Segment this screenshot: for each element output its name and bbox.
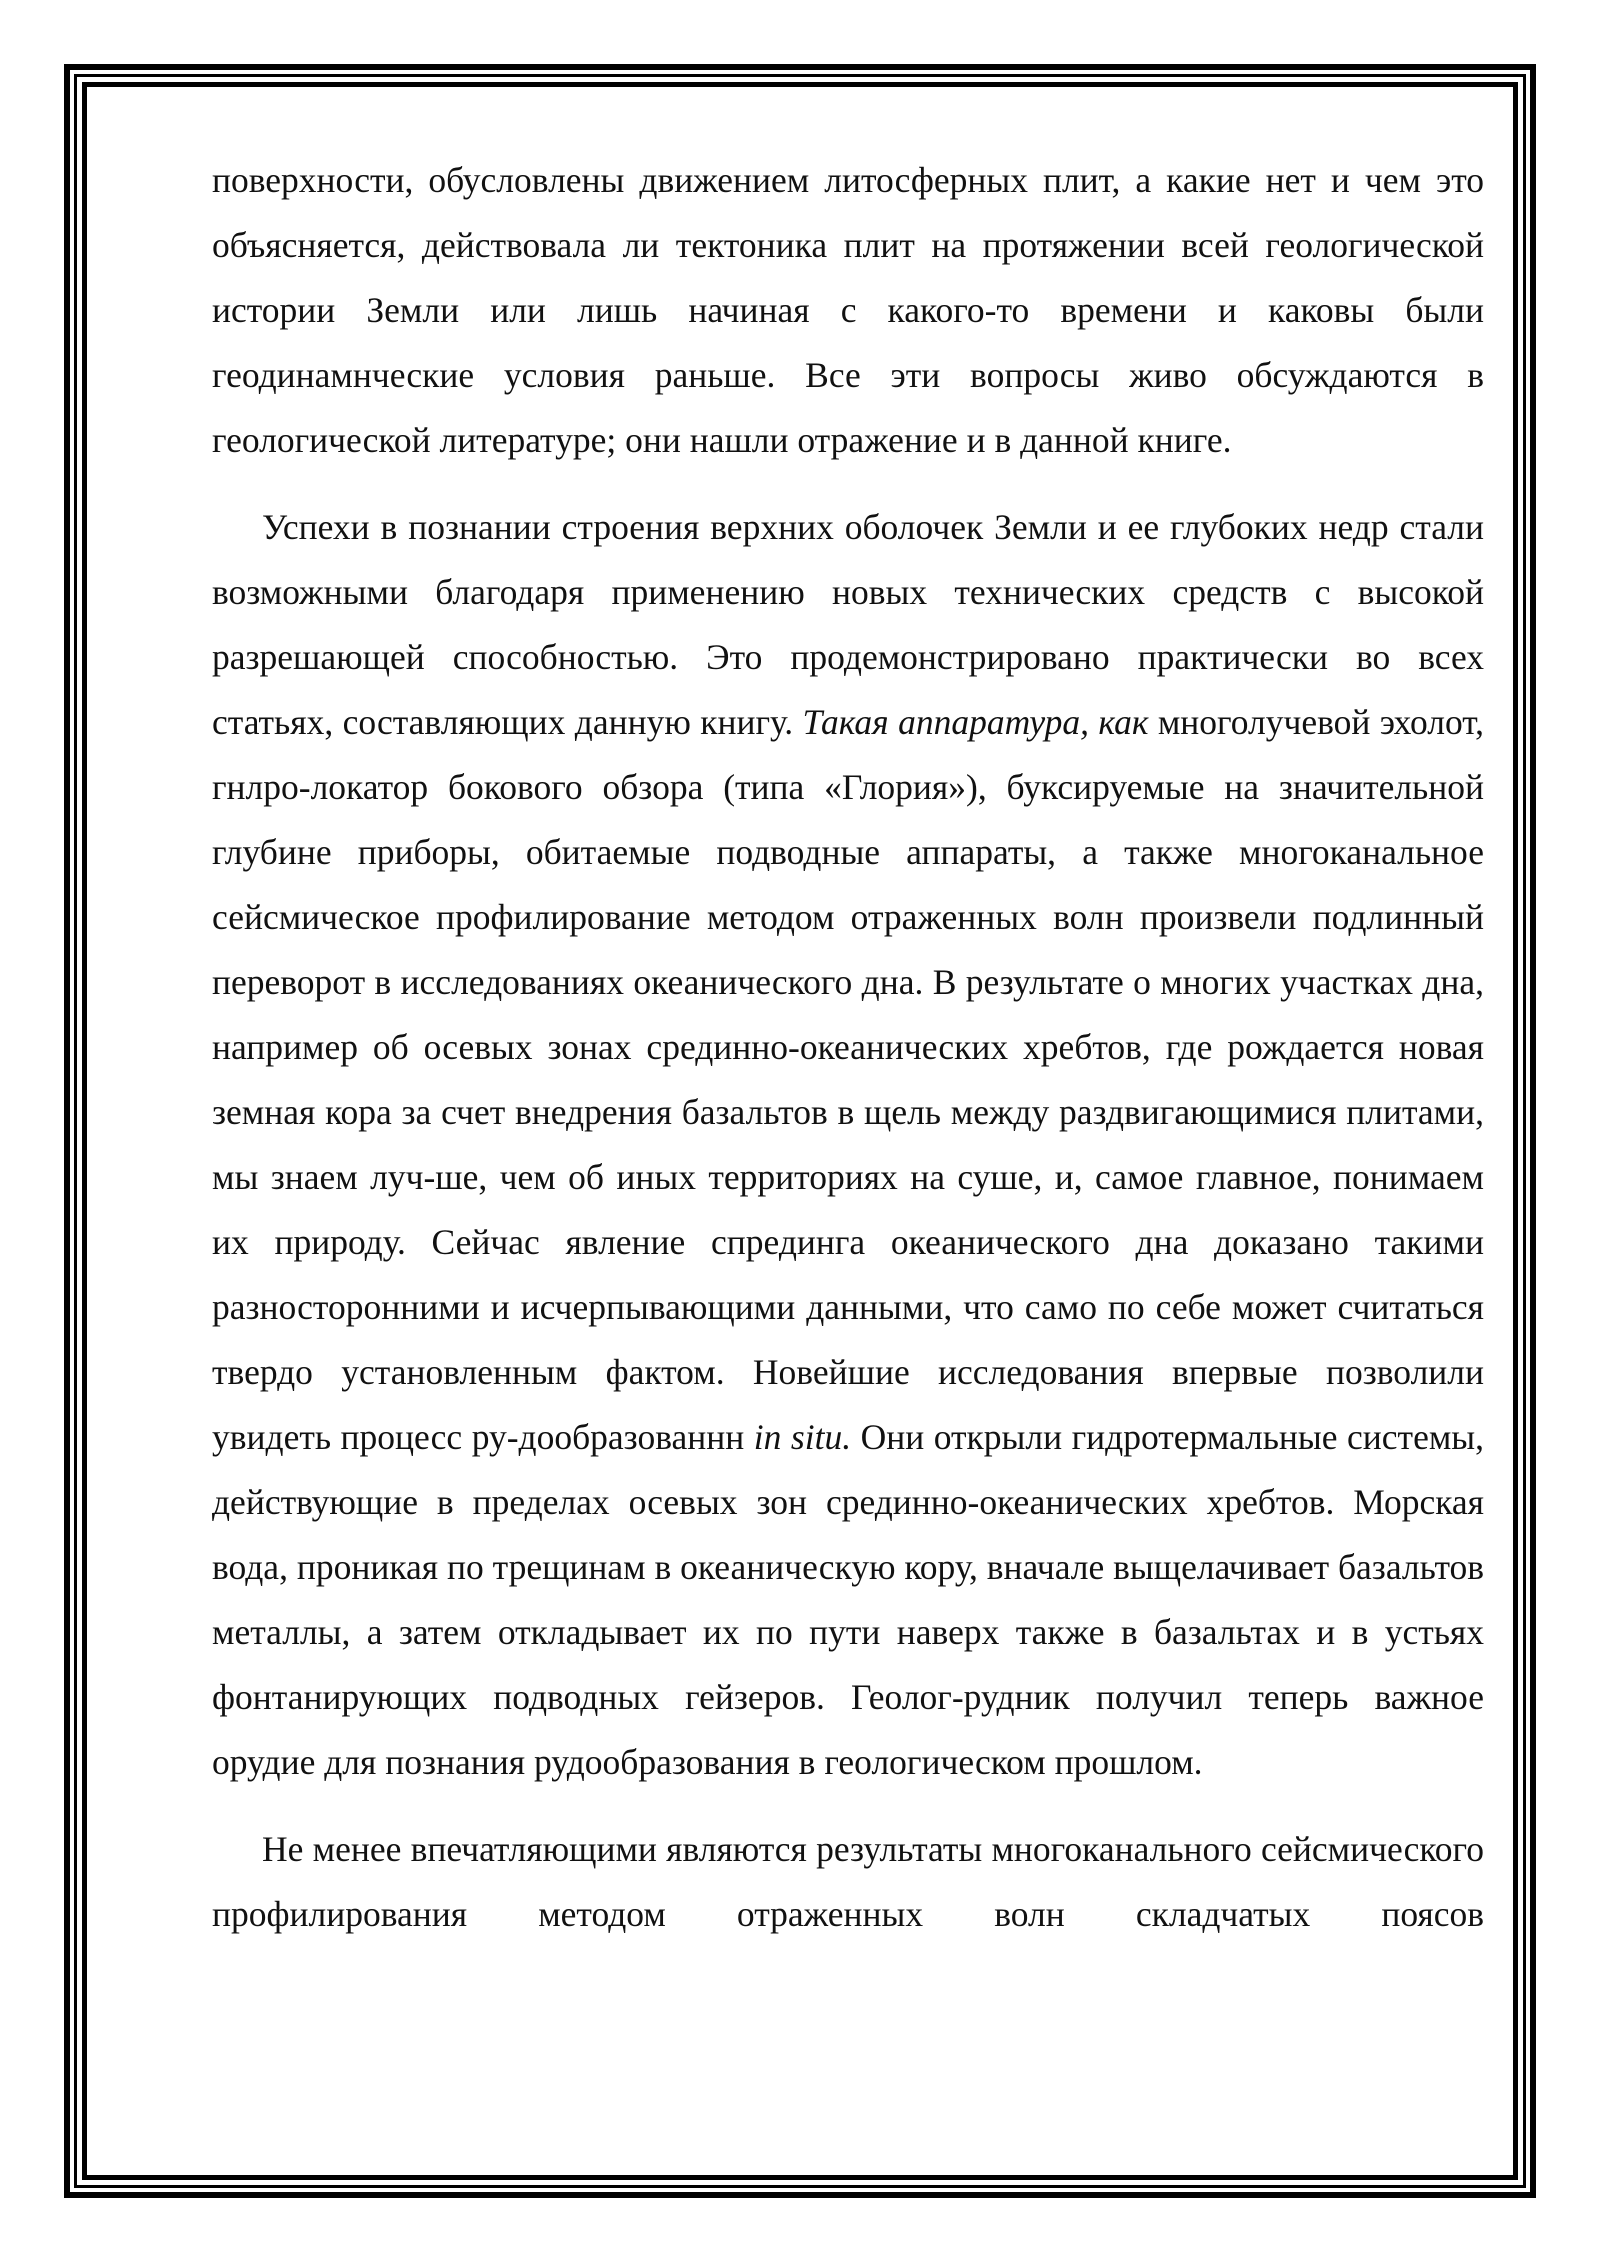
paragraph-2-text-c: Они открыли гидротермальные системы, действующие в пределах осевых зон срединно-океанических хребтов. Морская вода, проникая по трещинам в океаническую кору, вначале выщелачивает базальтов металлы, а затем откладывает их по пути наверх также в базальтах и в устьях фонтанирующих подводных гейзеров. Геолог-рудник получил теперь важное орудие для познания рудообразования в геологическом прошлом. (212, 1417, 1485, 1782)
paragraph-3 (212, 1817, 1484, 1947)
paragraph-3-text: Не менее впечатляющими являются результаты многоканального сейсмического профилирования методом отраженных волн складчатых поясов (212, 1829, 1484, 1934)
paragraph-2-text-b: многолучевой эхолот, гнлро-локатор бокового обзора (типа «Глория»), буксируемые на значительной глубине приборы, обитаемые подводные аппараты, а также многоканальное сейсмическое профилирование методом отраженных волн произвели подлинный переворот в исследованиях океанического дна. В результате о многих участках дна, например об осевых зонах срединно-океанических хребтов, где рождается новая земная кора за счет внедрения базальтов в щель между раздвигающимися плитами, мы знаем луч-ше, чем об иных территориях на суше, и, самое главное, понимаем их природу. Сейчас явление спрединга океанического дна доказано такими разносторонними и исчерпывающими данными, что само по себе может считаться твердо установленным фактом. Новейшие исследования впервые позволили увидеть процесс ру-дообразованнн (212, 702, 1484, 1457)
paragraph-1 (212, 148, 1484, 473)
paragraph-2-italic-latin: in situ. (753, 1417, 852, 1457)
paragraph-2 (212, 495, 1484, 1795)
paragraph-1-text: поверхности, обусловлены движением литосферных плит, а какие нет и чем это объясняется, действовала ли тектоника плит на протяжении всей геологической истории Земли или лишь начиная с какого-то времени и каковы были геодинамнческие условия раньше. Все эти вопросы живо обсуждаются в геологической литературе; они нашли отражение и в данной книге. (212, 160, 1484, 460)
document-body (212, 148, 1484, 1947)
paragraph-2-italic-phrase: Такая аппаратура, как (802, 702, 1149, 742)
paragraph-2-text-a: Успехи в познании строения верхних оболочек Земли и ее глубоких недр стали возможными благодаря применению новых технических средств с высокой разрешающей способностью. Это продемонстрировано практически во всех статьях, составляющих данную книгу. (212, 507, 1484, 742)
